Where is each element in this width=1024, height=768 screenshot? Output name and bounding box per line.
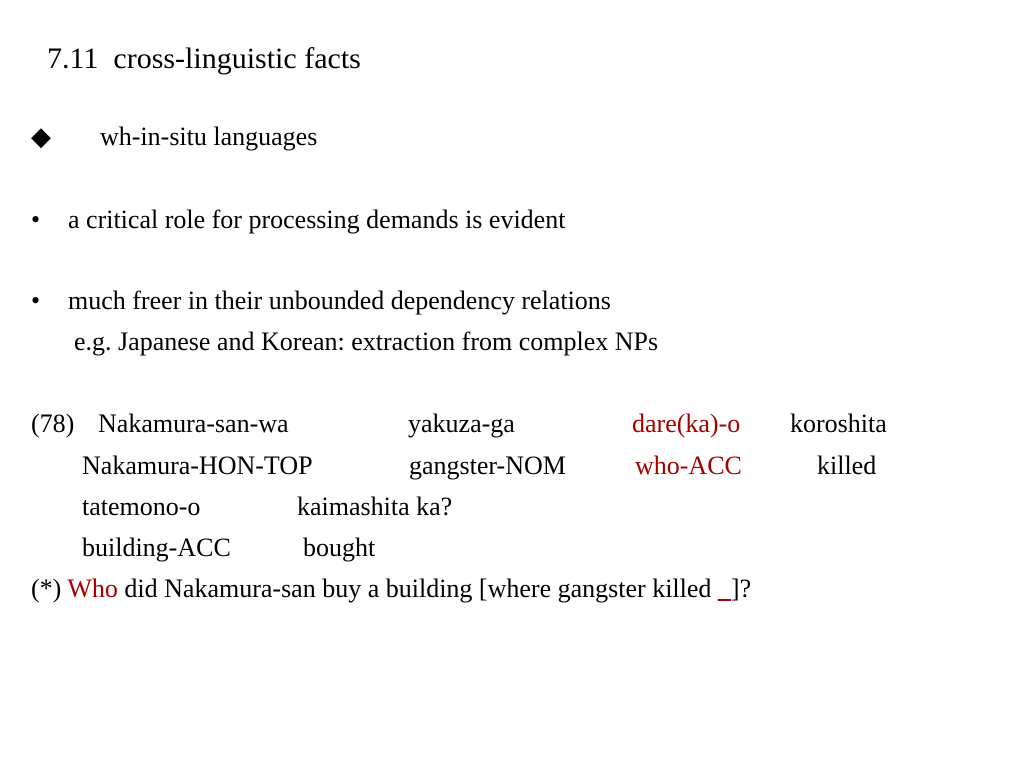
- translation: [31, 576, 751, 602]
- example-word: Nakamura-san-wa: [98, 409, 289, 438]
- translation-prefix: (*): [31, 574, 62, 603]
- section-heading: wh-in-situ languages: [100, 122, 318, 151]
- bullet-icon: •: [31, 286, 41, 315]
- gloss-word: gangster-NOM: [409, 451, 566, 480]
- translation-text: did Nakamura-san buy a building [where gangster killed: [124, 574, 712, 603]
- translation-wh-word: Who: [67, 574, 118, 603]
- gloss-wh-word: who-ACC: [635, 451, 742, 480]
- bullet-point-processing: a critical role for processing demands is evident: [68, 205, 566, 234]
- gloss-word: killed: [817, 451, 877, 480]
- bullet-point-dependency: much freer in their unbounded dependency relations: [68, 286, 611, 315]
- example-wh-word: dare(ka)-o: [632, 409, 741, 438]
- translation-suffix: ]?: [730, 574, 752, 603]
- gloss-word: building-ACC: [82, 533, 231, 562]
- diamond-bullet-icon: ◆: [31, 122, 51, 151]
- example-word: yakuza-ga: [408, 409, 515, 438]
- example-word: kaimashita ka?: [297, 492, 453, 521]
- slide-title: 7.11 cross-linguistic facts: [47, 42, 361, 75]
- example-number: (78): [31, 409, 75, 438]
- gloss-word: bought: [303, 533, 376, 562]
- translation-gap: _: [717, 574, 731, 603]
- example-note: e.g. Japanese and Korean: extraction from complex NPs: [74, 327, 659, 356]
- bullet-icon: •: [31, 205, 41, 234]
- example-word: tatemono-o: [82, 492, 201, 521]
- gloss-word: Nakamura-HON-TOP: [82, 451, 313, 480]
- example-word: koroshita: [790, 409, 887, 438]
